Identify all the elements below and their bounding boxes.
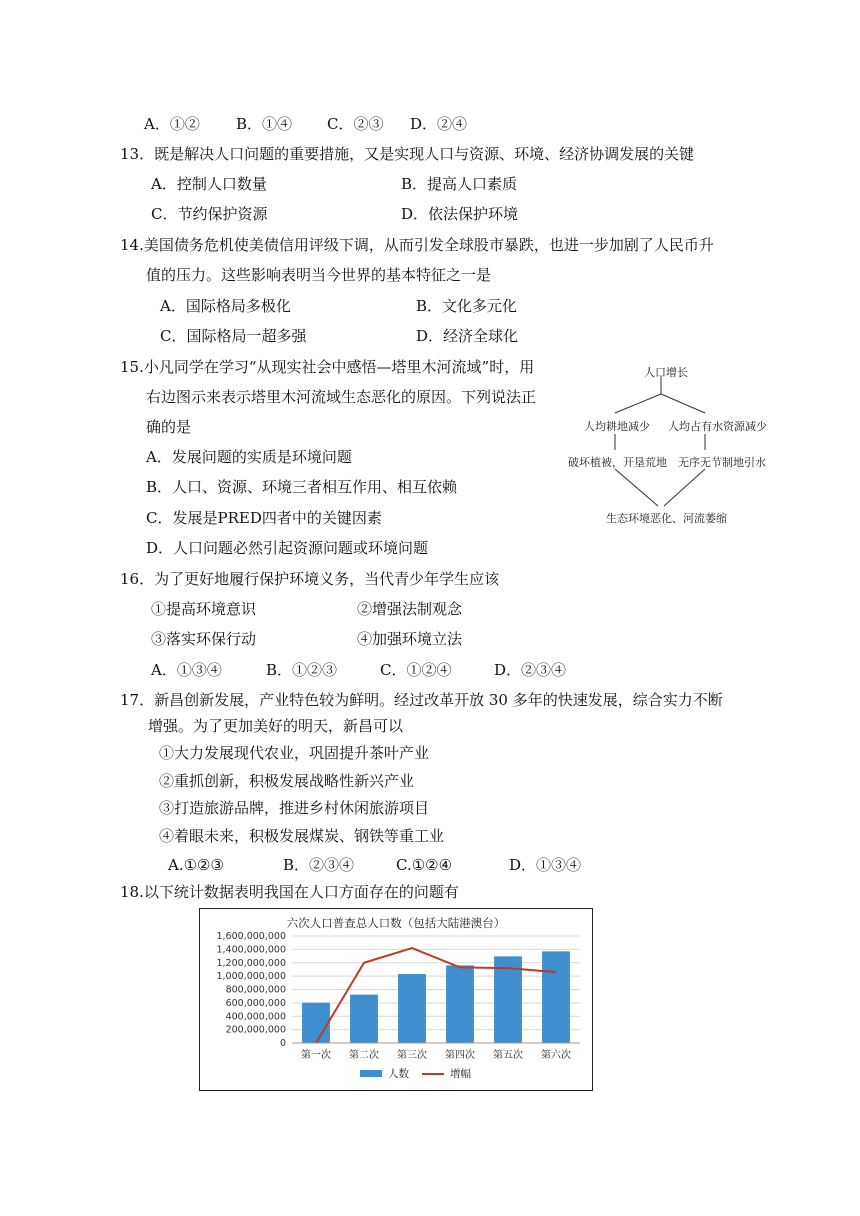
- q15-option-a: A．发展问题的实质是环境问题: [146, 448, 352, 466]
- x-tick-label: 第三次: [397, 1050, 427, 1061]
- q17-item-1: ①大力发展现代农业，巩固提升茶叶产业: [159, 744, 430, 762]
- q12-option-d: D．②④: [410, 115, 468, 133]
- x-tick-label: 第一次: [301, 1050, 331, 1061]
- q17-option-a: A.①②③: [168, 856, 224, 874]
- y-tick-label: 400,000,000: [225, 1011, 286, 1023]
- y-tick-label: 200,000,000: [225, 1024, 286, 1036]
- q14-option-c: C．国际格局一超多强: [160, 327, 307, 345]
- q16-item-4: ④加强环境立法: [357, 630, 463, 648]
- q12-option-a: A．①②: [144, 115, 200, 133]
- y-tick-label: 600,000,000: [225, 997, 286, 1009]
- legend-swatch-bar: [360, 1070, 382, 1077]
- x-tick-label: 第四次: [445, 1050, 475, 1061]
- flow-node-left2: 破坏植被，开垦荒地: [568, 456, 667, 469]
- q14-stem-line2: 值的压力。这些影响表明当今世界的基本特征之一是: [146, 266, 492, 284]
- q16-item-3: ③落实环保行动: [151, 630, 257, 648]
- flow-node-top: 人口增长: [644, 366, 688, 379]
- q12-option-b: B．①④: [236, 115, 293, 133]
- q16-stem: 16．为了更好地履行保护环境义务，当代青少年学生应该: [120, 570, 500, 588]
- y-tick-label: 1,400,000,000: [216, 944, 286, 956]
- q17-stem-line2: 增强。为了更加美好的明天，新昌可以: [148, 717, 404, 735]
- flow-node-right1: 人均占有水资源减少: [668, 420, 767, 433]
- y-tick-label: 1,200,000,000: [216, 957, 286, 969]
- x-tick-label: 第二次: [349, 1050, 379, 1061]
- y-tick-label: 800,000,000: [225, 984, 286, 996]
- q16-option-b: B．①②③: [266, 661, 338, 679]
- q15-stem-line1: 15.小凡同学在学习“从现实社会中感悟—塔里木河流域”时，用: [120, 358, 535, 376]
- y-tick-label: 1,600,000,000: [216, 931, 286, 942]
- q17-item-4: ④着眼未来，积极发展煤炭、钢铁等重工业: [159, 827, 445, 845]
- q16-option-d: D．②③④: [494, 661, 567, 679]
- q15-stem-line2: 右边图示来表示塔里木河流域生态恶化的原因。下列说法正: [146, 388, 537, 406]
- chart-title: 六次人口普查总人口数（包括大陆港澳台）: [286, 916, 506, 930]
- bar-4: [446, 965, 474, 1043]
- q14-option-b: B．文化多元化: [416, 297, 518, 315]
- q17-option-b: B．②③④: [283, 856, 355, 874]
- flow-connectors: [560, 356, 770, 528]
- q17-item-3: ③打造旅游品牌，推进乡村休闲旅游项目: [159, 799, 430, 817]
- q14-stem-line1: 14.美国债务危机使美债信用评级下调，从而引发全球股市暴跌，也进一步加剧了人民币升: [120, 236, 714, 254]
- q17-option-c: C.①②④: [396, 856, 453, 874]
- q17-option-d: D．①③④: [509, 856, 582, 874]
- q15-flow-diagram: [560, 356, 770, 528]
- chart-plot: [200, 909, 592, 1090]
- q16-item-1: ①提高环境意识: [151, 600, 257, 618]
- bar-2: [350, 995, 378, 1043]
- q16-option-c: C．①②④: [380, 661, 452, 679]
- legend-label-bar: 人数: [388, 1068, 409, 1080]
- q15-stem-line3: 确的是: [146, 418, 192, 436]
- x-tick-label: 第五次: [493, 1050, 523, 1061]
- q14-option-a: A．国际格局多极化: [160, 297, 291, 315]
- q12-option-c: C．②③: [327, 115, 384, 133]
- q18-stem: 18.以下统计数据表明我国在人口方面存在的问题有: [120, 883, 459, 901]
- y-tick-label: 0: [279, 1038, 286, 1049]
- legend-label-line: 增幅: [450, 1068, 471, 1080]
- q13-option-d: D．依法保护环境: [401, 205, 519, 223]
- q13-option-b: B．提高人口素质: [401, 175, 518, 193]
- q13-option-a: A．控制人口数量: [151, 175, 267, 193]
- q13-stem: 13．既是解决人口问题的重要措施，又是实现人口与资源、环境、经济协调发展的关键: [120, 145, 695, 163]
- q17-stem-line1: 17．新昌创新发展，产业特色较为鲜明。经过改革开放 30 多年的快速发展，综合实力不断: [120, 691, 723, 709]
- q16-item-2: ②增强法制观念: [357, 600, 463, 618]
- x-tick-label: 第六次: [541, 1050, 571, 1061]
- q15-option-d: D．人口问题必然引起资源问题或环境问题: [146, 539, 429, 557]
- bar-3: [398, 974, 426, 1043]
- flow-node-left1: 人均耕地减少: [584, 420, 650, 433]
- bar-6: [542, 951, 570, 1043]
- q14-option-d: D．经济全球化: [416, 327, 519, 345]
- flow-node-right2: 无序无节制地引水: [678, 456, 766, 469]
- q13-option-c: C．节约保护资源: [151, 205, 268, 223]
- q15-option-c: C．发展是PRED四者中的关键因素: [146, 509, 382, 527]
- y-tick-label: 1,000,000,000: [216, 971, 286, 983]
- q15-option-b: B．人口、资源、环境三者相互作用、相互依赖: [146, 478, 458, 496]
- q16-option-a: A．①③④: [151, 661, 222, 679]
- population-census-chart: [199, 908, 593, 1091]
- flow-node-bottom: 生态环境恶化、河流萎缩: [606, 512, 727, 525]
- q17-item-2: ②重抓创新，积极发展战略性新兴产业: [159, 772, 415, 790]
- bar-1: [302, 1003, 330, 1043]
